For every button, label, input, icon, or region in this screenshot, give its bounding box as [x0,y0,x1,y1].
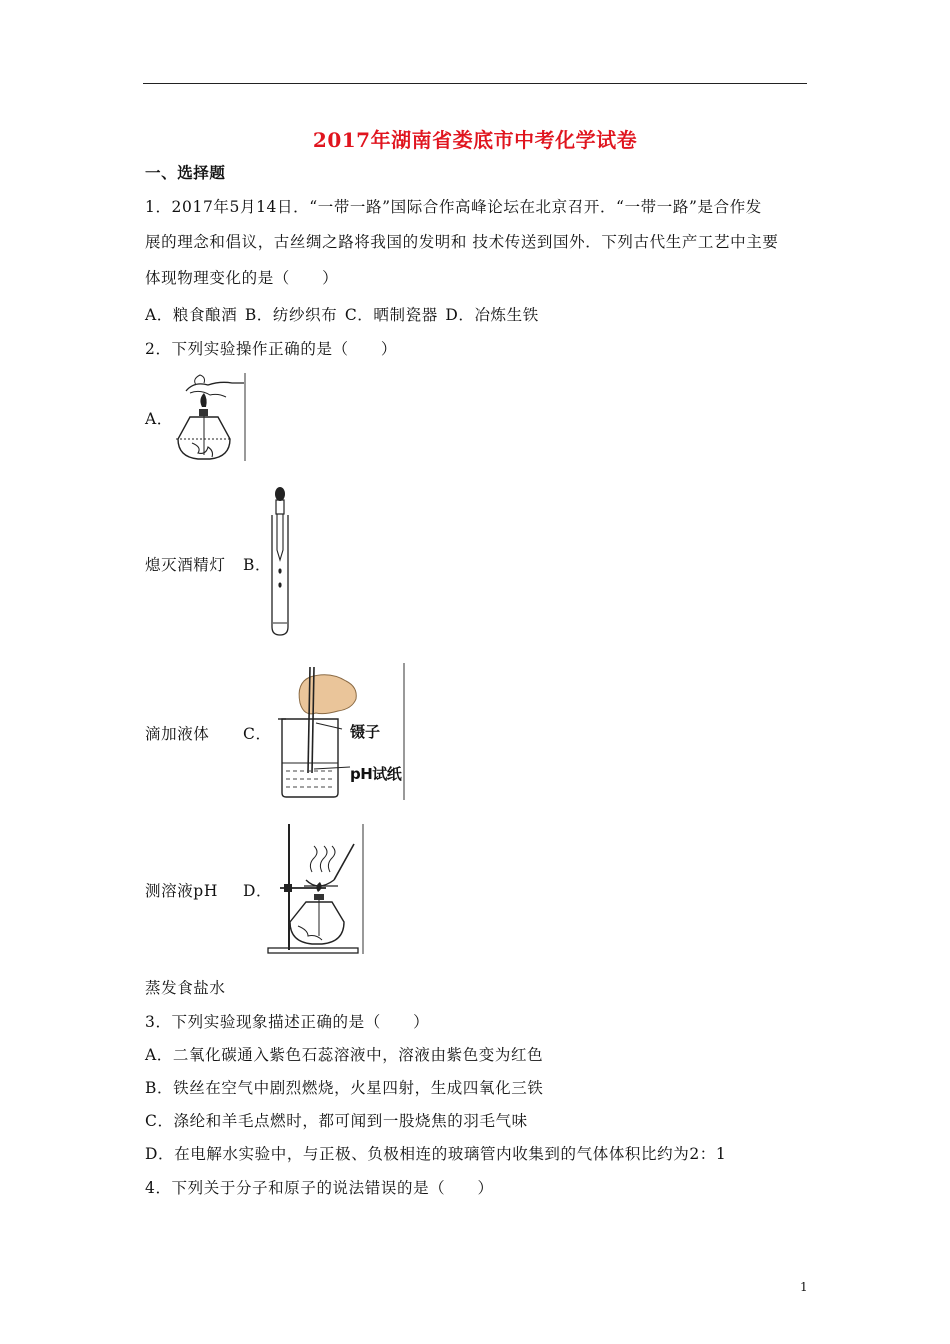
q2-option-b-prefix: 熄灭酒精灯 [145,556,226,574]
q3-stem: 3．下列实验现象描述正确的是（ ） [145,1013,430,1031]
exam-title: 2017年湖南省娄底市中考化学试卷 [312,128,638,152]
header-rule [143,83,807,84]
q2-option-b-label: B． [243,556,272,574]
q3-option-b: B．铁丝在空气中剧烈燃烧，火星四射，生成四氧化三铁 [145,1079,544,1097]
figure-ph-beaker-tweezers [270,663,408,803]
q4-stem: 4．下列关于分子和原子的说法错误的是（ ） [145,1179,494,1197]
label-ph-paper: pH试纸 [350,765,402,783]
q2-option-d-label: D． [243,882,273,900]
q3-option-d: D．在电解水实验中，与正极、负极相连的玻璃管内收集到的气体体积比约为2：1 [145,1145,727,1163]
q2-stem: 2．下列实验操作正确的是（ ） [145,340,397,358]
figure-alcohol-lamp-blowing [166,371,248,463]
figure-dropper-test-tube [266,485,294,637]
page-number: 1 [800,1280,808,1294]
label-tweezers: 镊子 [350,723,381,741]
q3-option-a: A．二氧化碳通入紫色石蕊溶液中，溶液由紫色变为红色 [145,1046,544,1064]
q1-stem-line3: 体现物理变化的是（ ） [145,269,339,287]
q1-stem-line1: 1．2017年5月14日．“一带一路”国际合作高峰论坛在北京召开．“一带一路”是合作发 [145,198,762,216]
q1-options: A．粮食酿酒 B．纺纱织布 C．晒制瓷器 D．冶炼生铁 [145,306,539,324]
section-heading: 一、选择题 [145,163,226,182]
q2-option-a-label: A． [145,410,173,428]
q2-option-d-prefix: 测溶液pH [145,882,218,900]
figure-evaporating-dish [264,822,366,956]
q2-option-d-caption: 蒸发食盐水 [145,979,226,997]
q3-option-c: C．涤纶和羊毛点燃时，都可闻到一股烧焦的羽毛气味 [145,1112,528,1130]
q1-stem-line2: 展的理念和倡议，古丝绸之路将我国的发明和 技术传送到国外．下列古代生产工艺中主要 [145,233,779,251]
q2-option-c-prefix: 滴加液体 [145,725,210,743]
q2-option-c-label: C． [243,725,272,743]
